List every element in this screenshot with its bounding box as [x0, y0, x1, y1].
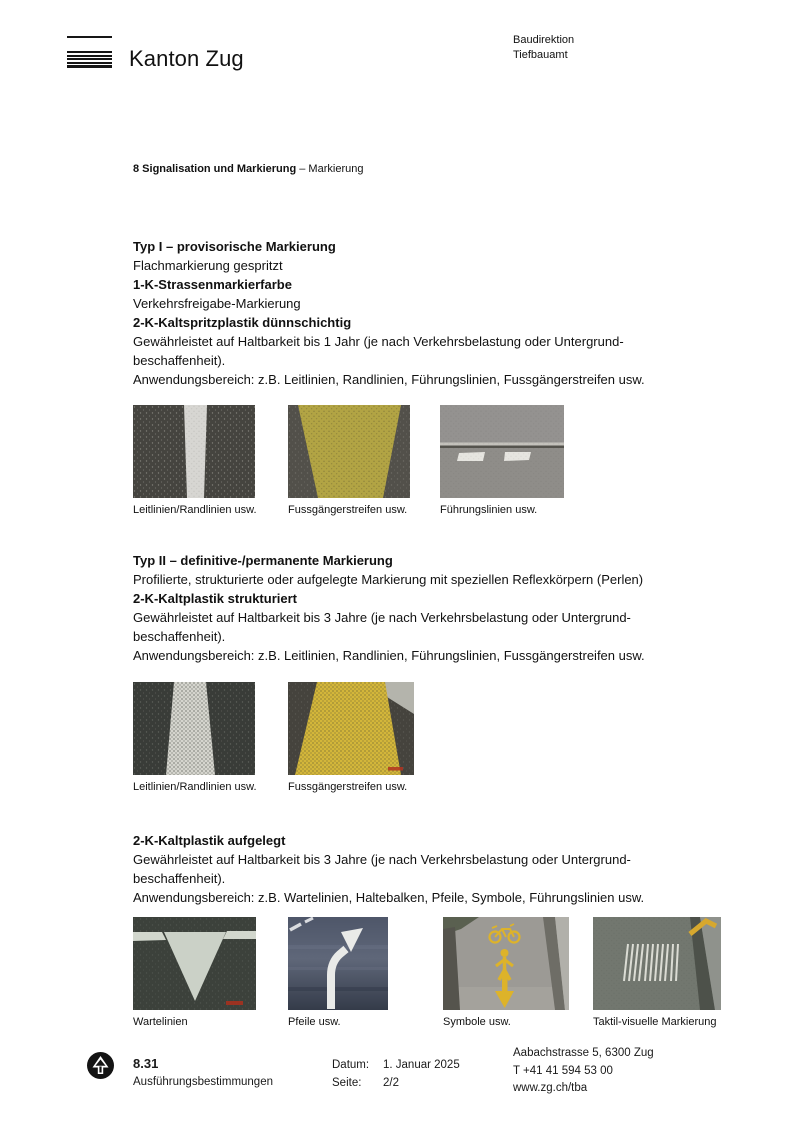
typ3-photo-row: [133, 917, 753, 1032]
typ1-line-4: 2-K-Kaltspritzplastik dünnschichtig: [133, 315, 352, 330]
section-heading-rest: – Markierung: [296, 163, 364, 175]
page-value: 2/2: [383, 1077, 399, 1089]
date-label: Datum:: [332, 1059, 370, 1071]
typ3-line-2: beschaffenheit).: [133, 871, 226, 886]
typ3-title: 2-K-Kaltplastik aufgelegt: [133, 833, 286, 848]
photo-caption: Leitlinien/Randlinien usw.: [133, 781, 257, 793]
typ3-line-1: Gewährleistet auf Haltbarkeit bis 3 Jahre (je nach Verkehrsbelastung oder Untergrund-: [133, 852, 631, 867]
taktil-visuell-graphic: [593, 917, 721, 1010]
org-block: [513, 33, 574, 63]
page-row: [332, 1074, 460, 1092]
photo-caption: Fussgängerstreifen usw.: [288, 781, 408, 793]
typ1-line-2: 1-K-Strassenmarkierfarbe: [133, 277, 292, 292]
document-code-block: [133, 1055, 273, 1091]
contact-website: www.zg.ch/tba: [513, 1082, 588, 1094]
typ2-photo-row: [133, 682, 753, 797]
page-label: Seite:: [332, 1077, 362, 1089]
date-stamp-mark: [226, 1001, 243, 1005]
section-heading-bold: 8 Signalisation und Markierung: [133, 163, 297, 175]
typ3-line-3: Anwendungsbereich: z.B. Wartelinien, Haltebalken, Pfeile, Symbole, Führungslinien usw.: [133, 890, 645, 905]
typ1-line-7: Anwendungsbereich: z.B. Leitlinien, Randlinien, Führungslinien, Fussgängerstreifen usw.: [133, 372, 645, 387]
photo-caption: Führungslinien usw.: [440, 504, 538, 516]
symbole-graphic: [443, 917, 569, 1010]
org-department: Baudirektion: [513, 34, 575, 46]
photo-wartelinien: [133, 917, 256, 1028]
typ2-line-5: Anwendungsbereich: z.B. Leitlinien, Randlinien, Führungslinien, Fussgängerstreifen usw.: [133, 648, 645, 663]
fussgaengerstreifen-flach-graphic: [288, 405, 410, 498]
photo-fussgaengerstreifen-strukturiert: [288, 682, 414, 793]
photo-caption: Leitlinien/Randlinien usw.: [133, 504, 257, 516]
fuehrungslinien-graphic: [440, 405, 564, 498]
typ1-line-5: Gewährleistet auf Haltbarkeit bis 1 Jahr (je nach Verkehrsbelastung oder Untergrund-: [133, 334, 624, 349]
leitlinien-strukturiert-graphic: [133, 682, 255, 775]
photo-leitlinien-flach: [133, 405, 257, 516]
contact-address: Aabachstrasse 5, 6300 Zug: [513, 1047, 654, 1059]
document-type: Ausführungsbestimmungen: [133, 1076, 273, 1088]
typ2-text-block: [133, 551, 733, 665]
typ1-photo-row: [133, 405, 753, 520]
photo-leitlinien-strukturiert: [133, 682, 257, 793]
photo-taktil-visuell: [593, 917, 721, 1028]
pfeile-graphic: [288, 917, 388, 1010]
kanton-wordmark: Kanton Zug: [129, 46, 244, 71]
typ3-text-block: [133, 831, 733, 907]
document-code: 8.31: [133, 1056, 159, 1071]
date-value: 1. Januar 2025: [383, 1059, 460, 1071]
typ1-title: Typ I – provisorische Markierung: [133, 239, 336, 254]
photo-caption: Symbole usw.: [443, 1016, 511, 1028]
photo-caption: Pfeile usw.: [288, 1016, 341, 1028]
tiefbauamt-arrow-logo-icon: [87, 1052, 114, 1084]
typ2-line-3: Gewährleistet auf Haltbarkeit bis 3 Jahre (je nach Verkehrsbelastung oder Untergrund-: [133, 610, 631, 625]
document-meta-block: [332, 1056, 460, 1092]
typ1-line-3: Verkehrsfreigabe-Markierung: [133, 296, 301, 311]
section-heading: [133, 163, 363, 175]
typ2-title: Typ II – definitive-/permanente Markierung: [133, 553, 393, 568]
contact-block: [513, 1045, 654, 1098]
fussgaengerstreifen-strukturiert-graphic: [288, 682, 414, 775]
photo-pfeile: [288, 917, 388, 1028]
kanton-zug-flag-logo-icon: [67, 36, 112, 69]
photo-symbole: [443, 917, 569, 1028]
leitlinien-flach-graphic: [133, 405, 255, 498]
photo-caption: Taktil-visuelle Markierung: [593, 1016, 717, 1028]
typ2-line-2: 2-K-Kaltplastik strukturiert: [133, 591, 297, 606]
date-stamp-mark: [388, 767, 403, 771]
typ2-line-1: Profilierte, strukturierte oder aufgelegte Markierung mit speziellen Reflexkörpern (Perlen): [133, 572, 644, 587]
wartelinien-graphic: [133, 917, 256, 1010]
photo-fussgaengerstreifen-flach: [288, 405, 410, 516]
typ2-line-4: beschaffenheit).: [133, 629, 226, 644]
typ1-line-1: Flachmarkierung gespritzt: [133, 258, 283, 273]
org-office: Tiefbauamt: [513, 49, 568, 61]
typ1-text-block: [133, 237, 733, 389]
photo-caption: Fussgängerstreifen usw.: [288, 504, 408, 516]
typ1-line-6: beschaffenheit).: [133, 353, 226, 368]
photo-fuehrungslinien: [440, 405, 564, 516]
date-row: [332, 1056, 460, 1074]
photo-caption: Wartelinien: [133, 1016, 188, 1028]
contact-phone: T +41 41 594 53 00: [513, 1064, 613, 1077]
